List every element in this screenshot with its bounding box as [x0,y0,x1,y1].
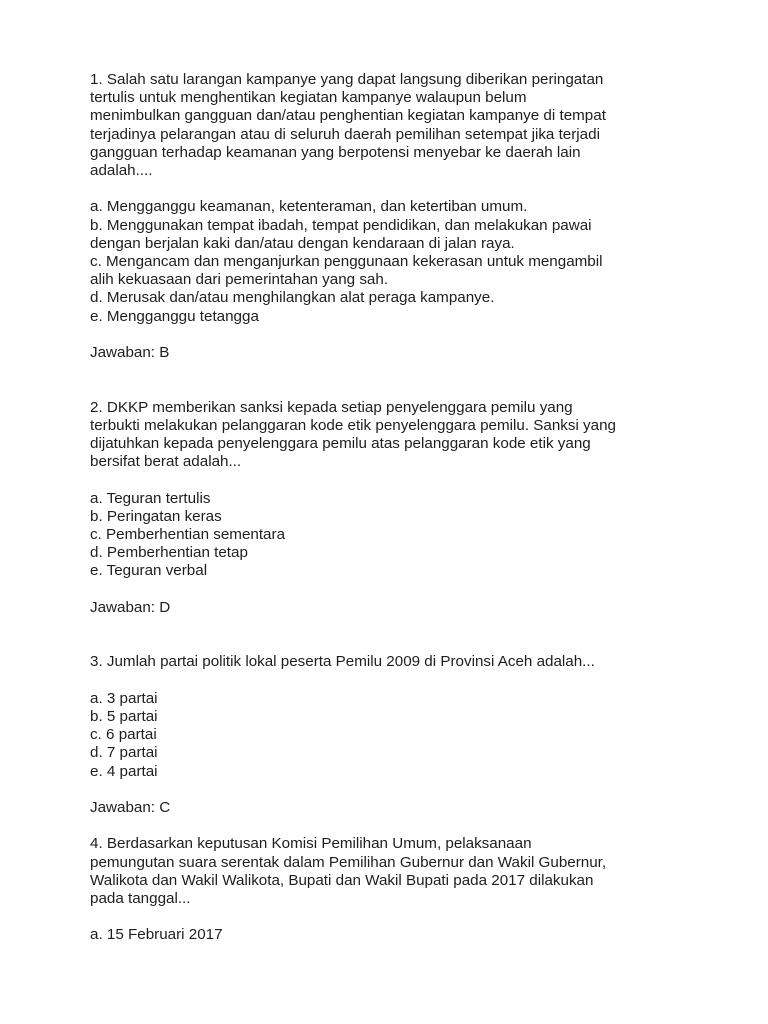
spacer [90,817,710,835]
option-a: a. Mengganggu keamanan, ketenteraman, dan ketertiban umum. [90,198,528,216]
question-text: 2. DKKP memberikan sanksi kepada setiap penyelenggara pemilu yang terbukti melakukan pelanggaran kode etik penyelenggara pemilu. Sanksi yang dijatuhkan kepada penyelenggara pemilu atas pelanggaran kode etik yang bersifat berat adalah... [90,398,616,471]
option-d: d. 7 partai [90,744,158,762]
document-content [90,71,710,945]
answer-text: Jawaban: C [90,799,171,816]
answer-text: Jawaban: B [90,344,170,362]
spacer [90,180,710,198]
spacer [90,581,710,599]
option-c: c. Pemberhentian sementara [90,526,286,544]
spacer [90,908,710,926]
option-e: e. Mengganggu tetangga [90,307,259,325]
option-a: a. 15 Februari 2017 [90,926,223,944]
option-d: d. Merusak dan/atau menghilangkan alat peraga kampanye. [90,289,495,307]
option-c: c. Mengancam dan menganjurkan penggunaan kekerasan untuk mengambil alih kekuasaan dari pemerintahan yang sah. [90,253,603,289]
option-a: a. 3 partai [90,689,158,707]
question-text: 3. Jumlah partai politik lokal peserta Pemilu 2009 di Provinsi Aceh adalah... [90,653,595,671]
question-text: 1. Salah satu larangan kampanye yang dapat langsung diberikan peringatan tertulis untuk menghentikan kegiatan kampanye walaupun belum menimbulkan gangguan dan/atau penghentian kegiatan kampanye di tempat terjadinya pelarangan atau di seluruh daerah pemilihan setempat jika terjadi gangguan terhadap keamanan yang berpotensi menyebar ke daerah lain adalah.... [90,71,606,180]
option-a: a. Teguran tertulis [90,489,211,507]
question-1 [90,71,710,362]
option-list [90,926,710,944]
question-4 [90,835,710,944]
question-text: 4. Berdasarkan keputusan Komisi Pemilihan Umum, pelaksanaan pemungutan suara serentak dalam Pemilihan Gubernur dan Wakil Gubernur, Walikota dan Wakil Walikota, Bupati dan Wakil Bupati pada 2017 dilakukan pada tanggal... [90,835,607,907]
spacer [90,471,710,489]
option-b: b. Peringatan keras [90,507,222,525]
spacer [90,617,710,653]
spacer [90,672,710,690]
option-list [90,490,710,581]
spacer [90,362,710,398]
spacer [90,326,710,344]
option-b: b. 5 partai [90,708,158,725]
option-list [90,198,710,325]
option-c: c. 6 partai [90,726,157,744]
option-e: e. 4 partai [90,762,158,780]
option-e: e. Teguran verbal [90,562,208,580]
question-2 [90,399,710,617]
question-3 [90,653,710,817]
option-d: d. Pemberhentian tetap [90,544,248,562]
spacer [90,781,710,799]
option-list [90,690,710,781]
answer-text: Jawaban: D [90,598,171,616]
option-b: b. Menggunakan tempat ibadah, tempat pendidikan, dan melakukan pawai dengan berjalan kaki dan/atau dengan kendaraan di jalan raya. [90,216,592,252]
